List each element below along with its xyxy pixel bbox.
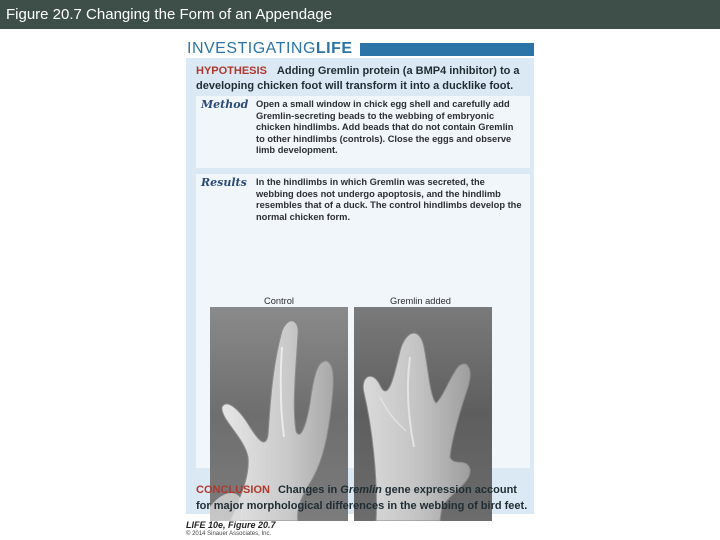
- banner-brand-light: INVESTIGATING: [187, 40, 316, 57]
- banner-brand: [187, 40, 353, 57]
- hypothesis-block: [196, 64, 530, 94]
- hypothesis-text: Adding Gremlin protein (a BMP4 inhibitor) to a developing chicken foot will transform it into a ducklike foot.: [196, 65, 520, 92]
- conclusion-block: [196, 482, 530, 514]
- conclusion-gene: Gremlin: [340, 484, 382, 496]
- slide-title-bar: [0, 0, 720, 29]
- experiment-panel: [186, 58, 534, 514]
- method-text: Open a small window in chick egg shell and carefully add Gremlin-secreting beads to the webbing of embryonic chicken hindlimbs. Add beads that do not contain Gremlin to other hindlimbs (controls). Close the eggs and observe limb development.: [256, 99, 514, 155]
- method-label: Method: [201, 98, 249, 111]
- conclusion-text-before: Changes in: [277, 484, 341, 496]
- slide-title: Figure 20.7 Changing the Form of an Appendage: [6, 6, 333, 23]
- hypothesis-label: HYPOTHESIS: [196, 65, 267, 77]
- results-box: [196, 174, 530, 468]
- results-label: Results: [201, 176, 247, 189]
- results-text: In the hindlimbs in which Gremlin was secreted, the webbing does not undergo apoptosis, and the hindlimb resembles that of a duck. The control hindlimbs develop the normal chicken form.: [256, 177, 522, 222]
- photo-label-control: Control: [264, 296, 294, 306]
- conclusion-label: CONCLUSION: [196, 484, 270, 496]
- investigating-life-banner: [186, 40, 534, 57]
- method-box: [196, 96, 530, 168]
- banner-brand-bold: LIFE: [315, 40, 353, 57]
- figure-credit: LIFE 10e, Figure 20.7: [186, 520, 276, 530]
- conclusion-text-after: gene expression account for major morphological differences in the webbing of bird feet.: [196, 484, 528, 512]
- copyright-credit: © 2014 Sinauer Associates, Inc.: [186, 531, 272, 537]
- banner-bar: [360, 43, 534, 56]
- photo-label-gremlin: Gremlin added: [390, 296, 451, 306]
